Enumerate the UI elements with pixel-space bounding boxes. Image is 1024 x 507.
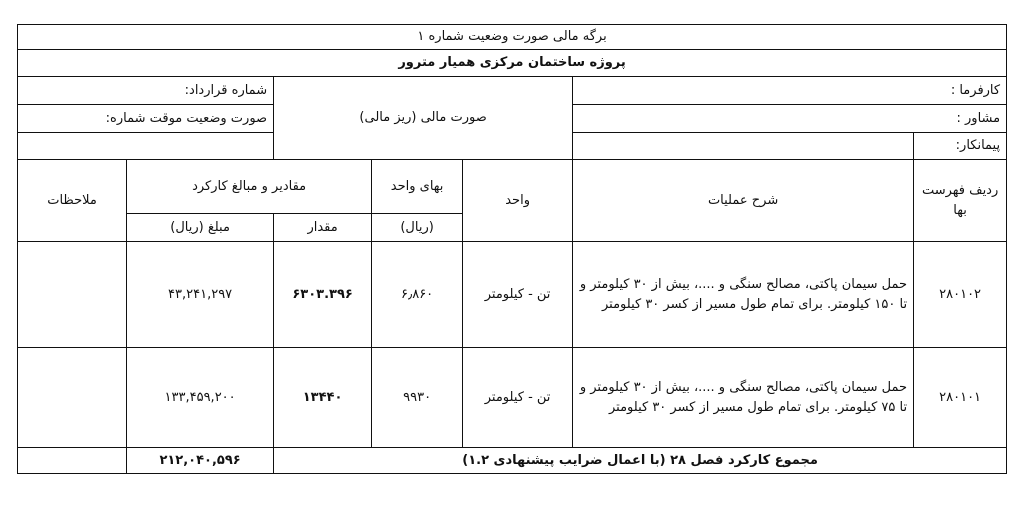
col-header-unit-price: بهای واحد xyxy=(372,160,463,214)
row-unit: تن - کیلومتر xyxy=(463,348,573,448)
total-amount: ۲۱۲,۰۴۰,۵۹۶ xyxy=(127,448,274,474)
col-header-amount: مبلغ (ریال) xyxy=(127,214,274,242)
row-amount: ۱۳۳,۴۵۹,۲۰۰ xyxy=(127,348,274,448)
row-description: حمل سیمان پاکتی، مصالح سنگی و ....، بیش از ۳۰ کیلومتر و تا ۷۵ کیلومتر. برای تمام طول مسیر از کسر ۳۰ کیلومتر xyxy=(573,348,914,448)
total-label: مجموع کارکرد فصل ۲۸ (با اعمال ضرایب پیشنهادی ۱.۲) xyxy=(274,448,1007,474)
col-header-unit: واحد xyxy=(463,160,573,242)
contract-number-field: شماره قرارداد: xyxy=(18,77,274,105)
statement-type-title: صورت مالی (ریز مالی) xyxy=(274,77,573,160)
row-amount: ۴۳,۲۴۱,۲۹۷ xyxy=(127,242,274,348)
row-unit: تن - کیلومتر xyxy=(463,242,573,348)
sheet-title: برگه مالی صورت وضعیت شماره ۱ xyxy=(18,25,1007,50)
financial-statement-table xyxy=(17,24,1007,474)
row-code: ۲۸۰۱۰۲ xyxy=(914,242,1007,348)
contractor-value xyxy=(573,133,914,160)
col-header-description: شرح عملیات xyxy=(573,160,914,242)
row-unit-price: ۶٫۸۶۰ xyxy=(372,242,463,348)
table-row xyxy=(18,242,1007,348)
row-notes xyxy=(18,242,127,348)
row-unit-price: ۹۹۳۰ xyxy=(372,348,463,448)
row-code: ۲۸۰۱۰۱ xyxy=(914,348,1007,448)
total-row xyxy=(18,448,1007,474)
temp-statement-number-field: صورت وضعیت موقت شماره: xyxy=(18,105,274,133)
consultant-field: مشاور : xyxy=(573,105,1007,133)
table-row xyxy=(18,348,1007,448)
col-header-quantity: مقدار xyxy=(274,214,372,242)
row-quantity: ۱۳۴۴۰ xyxy=(274,348,372,448)
col-header-unit-price-currency: (ریال) xyxy=(372,214,463,242)
row-description: حمل سیمان پاکتی، مصالح سنگی و ....، بیش از ۳۰ کیلومتر و تا ۱۵۰ کیلومتر. برای تمام طول مسیر از کسر ۳۰ کیلومتر xyxy=(573,242,914,348)
col-header-notes: ملاحظات xyxy=(18,160,127,242)
total-notes xyxy=(18,448,127,474)
contractor-extra xyxy=(18,133,274,160)
contractor-field: پیمانکار: xyxy=(914,133,1007,160)
employer-field: کارفرما : xyxy=(573,77,1007,105)
row-quantity: ۶۳۰۳.۳۹۶ xyxy=(274,242,372,348)
row-notes xyxy=(18,348,127,448)
col-header-row-code: ردیف فهرست بها xyxy=(914,160,1007,242)
project-title: پروژه ساختمان مرکزی همیار مترور xyxy=(18,50,1007,77)
col-header-works: مقادیر و مبالغ کارکرد xyxy=(127,160,372,214)
